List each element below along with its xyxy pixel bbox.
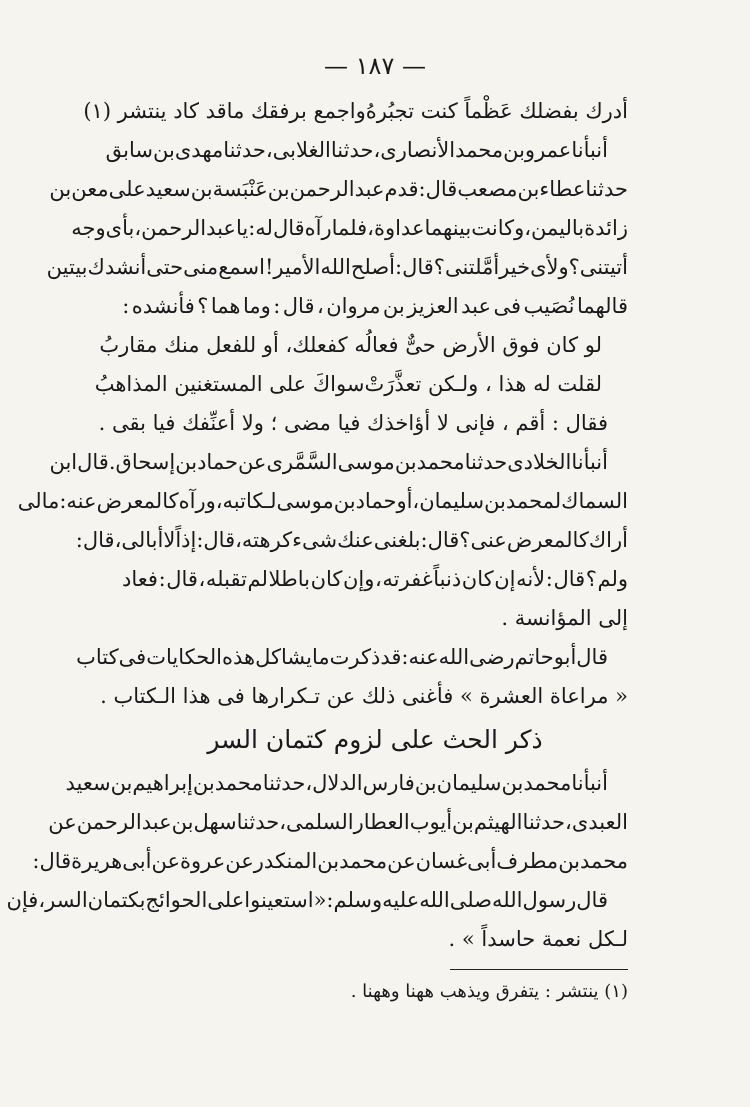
text-line: أنبأنا الخلادى حدثنا محمد بن موسى السَّمَّرى عن حماد بن إسحاق . قال ابن [49,450,608,474]
text-line: محمد بن مطرف أبى غسان عن محمد بن المنكدر عن عروة عن أبى هريرة قال : [32,849,628,873]
verse-hemistich-second: واجمع برفقك ماقد كاد ينتشر (١) [83,99,366,123]
text-line: لـكل نعمة حاسداً » . [448,927,628,951]
verse-line [99,326,628,365]
text-line: زائدة باليمن ، وكانت بينهما عداوة ، فلما رآه قال له : ياعبد الرحمن ، بأى وجه [71,216,628,240]
page-number: — ١٨٧ — [324,52,426,80]
verse-hemistich-first: لقلت له هذا ، ولـكن تعذَّرَتْ [364,372,602,396]
verse-hemistich-second: ، أو للفعل منك مقاربُ [99,333,293,357]
text-line: السماك لمحمد بن سليمان ، أو حماد بن موسى لـكاتبه ، ورآه كالمعرض عنه : مالى [17,489,628,513]
section-heading: ذكر الحث على لزوم كتمان السر [207,725,543,754]
text-line: قالهما نُصَيب فى عبد العزيز بن مروان ، قال : وما هما ؟ فأنشده : [122,294,628,318]
text-line: ولم ؟ قال : لأنه إن كان ذنباً غفرته ، وإن كان باطلا لم تقبله ، قال : فعاد [122,567,628,591]
text-line: حدثنا عطاء بن مصعب قال : قدم عبد الرحمن بن عَنْبَسة بن سعيد على معن بن [49,177,628,201]
text-line: العبدى ، حدثنا الهيثم بن أيوب العطار السلمى ، حدثنا سهل بن عبد الرحمن عن [48,810,628,834]
footnote-divider [450,969,628,970]
text-line: أتيتنى ؟ ولأى خير أمَّلتنى ؟ قال : أصلح الله الأمير ! اسمع منى حتى أنشدك بيتين [46,255,628,279]
text-section-top [17,92,628,716]
text-line: قال أبو حاتم رضى الله عنه : قد ذكرت مايشا كل هذه الحكايات فى كتاب [76,645,608,669]
verse-line [94,365,628,404]
main-text [6,92,628,1008]
text-section-bottom [6,764,628,959]
verse-hemistich-first: أدرك بفضلك عَظْماً كنت تجبُرهُ [365,99,628,123]
verse-hemistich-second: سواكَ على المستغنين المذاهبُ [94,372,365,396]
text-line: أنبأنا عمرو بن محمد الأنصارى ، حدثنا الغلابى ، حدثنا مهدى بن سابق [105,138,608,162]
verse-hemistich-first: لو كان فوق الأرض حىٌّ فعالُه كفعلك [292,333,602,357]
text-line: « مراعاة العشرة » فأغنى ذلك عن تـكرارها فى هذا الـكتاب . [100,684,628,708]
footnote: (١) ينتشر : يتفرق ويذهب ههنا وههنا . [350,981,628,1002]
text-line: أنبأنا محمد بن سليمان بن فارس الدلال ، حدثنا محمد بن إبراهيم بن سعيد [65,771,608,795]
text-line: قال رسول الله صلى الله عليه وسلم : « استعينوا على الحوائج بكتمان السر ، فإن [6,888,608,912]
text-line: فقال : أقم ، فإنى لا أؤاخذك فيا مضى ؛ ولا أعنِّفك فيا بقى . [98,411,608,435]
text-line: أراك كالمعرض عنى ؟ قال : بلغنى عنك شىء كرهته ، قال : إذاً لا أبالى ، قال : [75,528,628,552]
text-line: إلى المؤانسة . [501,606,628,630]
verse-line [83,92,628,131]
